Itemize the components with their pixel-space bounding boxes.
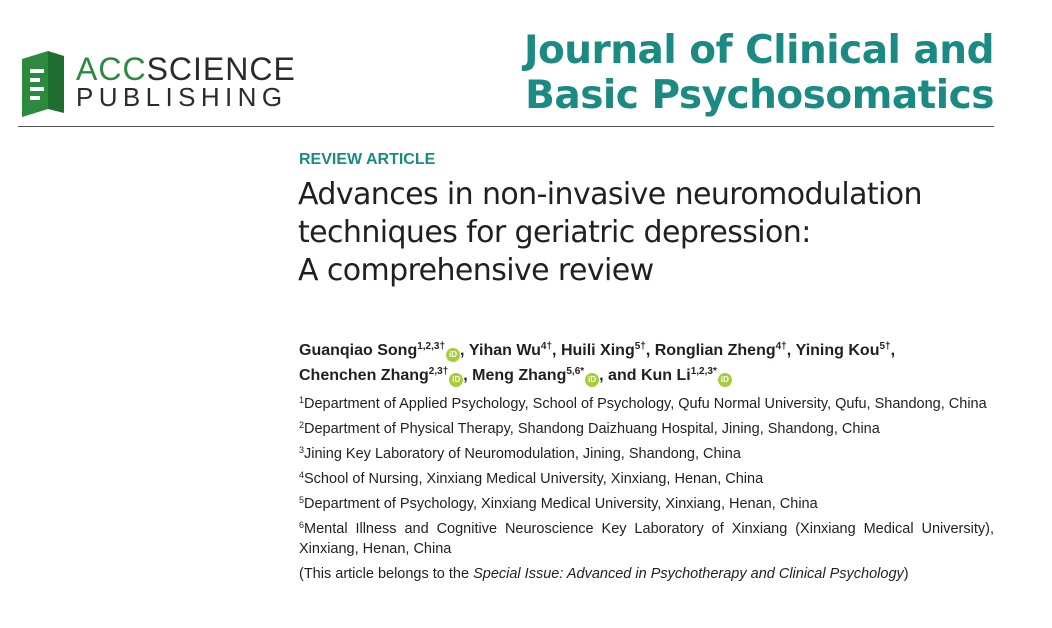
affiliation-item (299, 494, 994, 514)
journal-title-line2: Basic Psychosomatics (525, 73, 994, 118)
author-name: Yihan Wu (468, 342, 541, 359)
special-issue-note (299, 564, 994, 584)
author-line-1 (299, 338, 999, 363)
author (796, 342, 895, 359)
author-affiliation-sup: 1,2,3† (417, 341, 446, 352)
note-prefix: (This article belongs to the (299, 566, 474, 582)
note-suffix: ) (903, 566, 909, 582)
author-name: Yining Kou (795, 342, 880, 359)
affiliation-number: 2 (299, 420, 305, 430)
article-title (298, 176, 998, 290)
publisher-name-line1 (76, 53, 296, 85)
affiliation-text: Department of Physical Therapy, Shandong Daizhuang Hospital, Jining, Shandong, China (304, 421, 880, 437)
author-affiliation-sup: 5† (879, 341, 891, 352)
orcid-icon[interactable]: iD (446, 348, 460, 362)
orcid-icon[interactable]: iD (449, 373, 463, 387)
affiliation-list (299, 394, 994, 584)
author-line-2 (299, 363, 999, 388)
affiliation-item (299, 444, 994, 464)
author (469, 342, 561, 359)
affiliation-item (299, 519, 994, 559)
article-title-line3: A comprehensive review (298, 253, 654, 288)
author-affiliation-sup: 2,3† (428, 366, 449, 377)
author-separator: , (599, 367, 609, 384)
affiliation-number: 1 (299, 395, 305, 405)
author-affiliation-sup: 1,2,3* (690, 366, 717, 377)
affiliation-item (299, 419, 994, 439)
author-separator: , (463, 367, 473, 384)
author-affiliation-sup: 5,6* (566, 366, 585, 377)
affiliation-item (299, 469, 994, 489)
author (608, 367, 732, 384)
author-separator: , (645, 342, 655, 359)
affiliation-text: Mental Illness and Cognitive Neuroscience Key Laboratory of Xinxiang (Xinxiang Medical University), Xinxiang, Henan, China (299, 521, 994, 557)
author-separator: , (786, 342, 796, 359)
publisher-name-acc: ACC (76, 51, 147, 87)
affiliation-text: Department of Psychology, Xinxiang Medical University, Xinxiang, Henan, China (304, 496, 818, 512)
journal-title-line1: Journal of Clinical and (523, 28, 994, 73)
affiliation-text: Jining Key Laboratory of Neuromodulation, Jining, Shandong, China (304, 446, 741, 462)
orcid-icon[interactable]: iD (585, 373, 599, 387)
book-logo-icon (18, 47, 68, 117)
author-separator: , (552, 342, 561, 359)
article-title-line1: Advances in non-invasive neuromodulation (298, 177, 922, 212)
affiliation-text: Department of Applied Psychology, School of Psychology, Qufu Normal University, Qufu, Shandong, China (304, 396, 987, 412)
author-affiliation-sup: 5† (634, 341, 646, 352)
publisher-name-science: SCIENCE (146, 51, 296, 87)
publisher-name-line2: PUBLISHING (76, 82, 288, 112)
author (655, 342, 796, 359)
orcid-icon[interactable]: iD (718, 373, 732, 387)
author-affiliation-sup: 4† (775, 341, 787, 352)
header-divider (18, 126, 994, 127)
article-type: REVIEW ARTICLE (299, 151, 436, 168)
affiliation-text: School of Nursing, Xinxiang Medical University, Xinxiang, Henan, China (304, 471, 764, 487)
affiliation-item (299, 394, 994, 414)
affiliation-number: 4 (299, 470, 305, 480)
article-title-line2: techniques for geriatric depression: (298, 215, 811, 250)
author-affiliation-sup: 4† (540, 341, 553, 352)
publisher-logo[interactable] (18, 47, 296, 119)
affiliation-number: 5 (299, 495, 305, 505)
author (561, 342, 655, 359)
journal-title (524, 28, 994, 118)
author-separator: , (460, 342, 469, 359)
affiliation-number: 3 (299, 445, 305, 455)
author-name: Meng Zhang (472, 367, 567, 384)
author-name: Guanqiao Song (299, 342, 418, 359)
author (472, 367, 608, 384)
author-name: Chenchen Zhang (299, 367, 429, 384)
author (299, 367, 472, 384)
author-name: Huili Xing (560, 342, 635, 359)
affiliation-number: 6 (299, 520, 305, 530)
author-name: Ronglian Zheng (654, 342, 776, 359)
author-list (299, 338, 999, 388)
author-name: and Kun Li (608, 367, 691, 384)
author (299, 342, 469, 359)
author-separator: , (890, 342, 896, 359)
special-issue-link[interactable]: Special Issue: Advanced in Psychotherapy and Clinical Psychology (473, 566, 904, 582)
